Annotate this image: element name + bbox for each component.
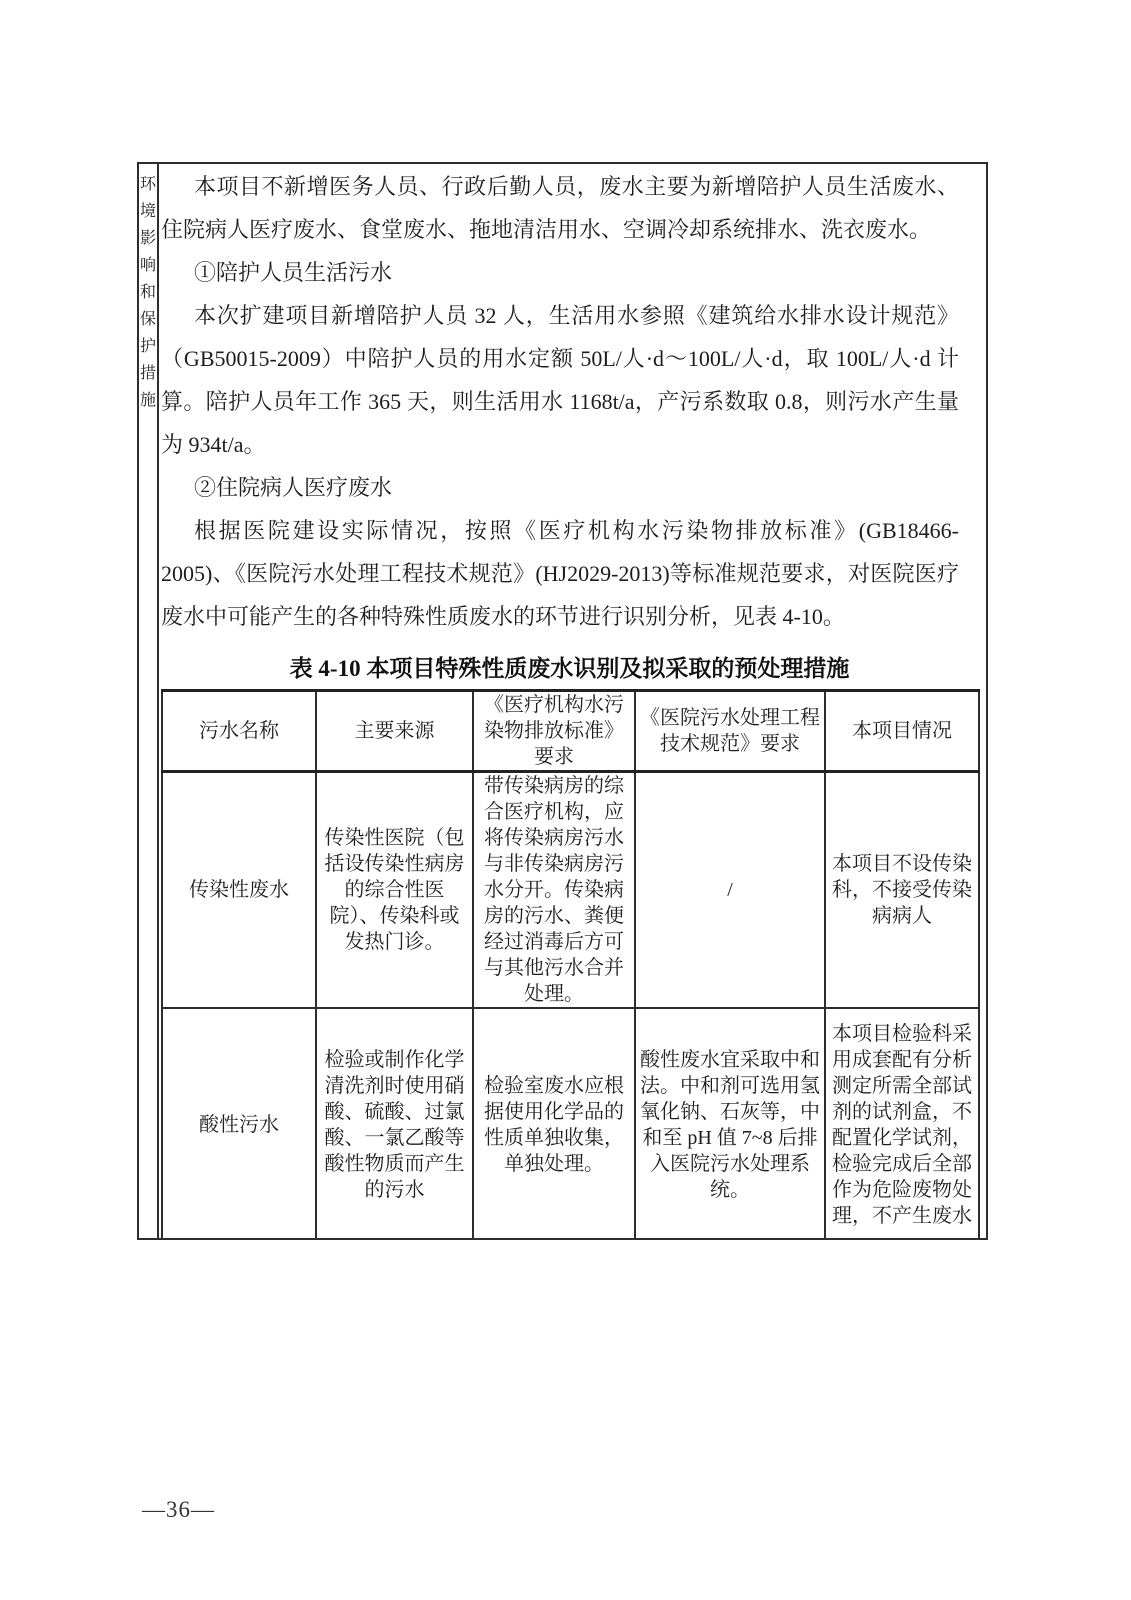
content-frame <box>137 162 988 1240</box>
header-main-source: 主要来源 <box>316 691 473 772</box>
cell-sewage-name: 传染性废水 <box>162 772 316 1009</box>
cell-project-situation: 本项目检验科采用成套配有分析测定所需全部试剂的试剂盒，不配置化学试剂，检验完成后全部作为危险废物处理，不产生废水 <box>825 1008 979 1240</box>
header-engineering-spec-req: 《医院污水处理工程技术规范》要求 <box>635 691 825 772</box>
section-label-vertical: 环境影响和保护措施 <box>139 176 156 409</box>
cell-project-situation: 本项目不设传染科，不接受传染病病人 <box>825 772 979 1009</box>
cell-engineering-spec-req: 酸性废水宜采取中和法。中和剂可选用氢氧化钠、石灰等，中和至 pH 值 7~8 后排入医院污水处理系统。 <box>635 1008 825 1240</box>
cell-sewage-name: 酸性污水 <box>162 1008 316 1240</box>
cell-main-source: 传染性医院（包括设传染性病房的综合性医院）、传染科或发热门诊。 <box>316 772 473 1009</box>
main-content <box>159 164 986 1238</box>
wastewater-identification-table <box>161 689 980 1240</box>
page-number: —36— <box>142 1497 215 1522</box>
header-discharge-standard-req: 《医疗机构水污染物排放标准》要求 <box>473 691 635 772</box>
header-sewage-name: 污水名称 <box>162 691 316 772</box>
subheading-caregiver-sewage: ①陪护人员生活污水 <box>194 260 393 285</box>
cell-engineering-spec-req: / <box>635 772 825 1009</box>
section-label-column <box>139 164 159 1238</box>
paragraph-caregiver-sewage-calc: 本次扩建项目新增陪护人员 32 人，生活用水参照《建筑给水排水设计规范》（GB50015-2009）中陪护人员的用水定额 50L/人·d～100L/人·d，取 100L/人·d 计算。陪护人员年工作 365 天，则生活用水 1168t/a，产污系数取 0.8，则污水产生量为 934t/a。 <box>161 303 959 457</box>
header-project-situation: 本项目情况 <box>825 691 979 772</box>
paragraph-standards-reference: 根据医院建设实际情况，按照《医疗机构水污染物排放标准》(GB18466-2005)、《医院污水处理工程技术规范》(HJ2029-2013)等标准规范要求，对医院医疗废水中可能产生的各种特殊性质废水的环节进行识别分析，见表 4-10。 <box>161 518 959 629</box>
table-caption: 表 4-10 本项目特殊性质废水识别及拟采取的预处理措施 <box>289 656 850 681</box>
paragraph-wastewater-overview: 本项目不新增医务人员、行政后勤人员，废水主要为新增陪护人员生活废水、住院病人医疗废水、食堂废水、拖地清洁用水、空调冷却系统排水、洗衣废水。 <box>161 174 959 242</box>
cell-discharge-standard-req: 带传染病房的综合医疗机构，应将传染病房污水与非传染病房污水分开。传染病房的污水、粪便经过消毒后方可与其他污水合并处理。 <box>473 772 635 1009</box>
subheading-inpatient-medical-wastewater: ②住院病人医疗废水 <box>194 475 393 500</box>
cell-main-source: 检验或制作化学清洗剂时使用硝酸、硫酸、过氯酸、一氯乙酸等酸性物质而产生的污水 <box>316 1008 473 1240</box>
table-header-row <box>162 691 979 772</box>
table-row <box>162 1008 979 1240</box>
cell-discharge-standard-req: 检验室废水应根据使用化学品的性质单独收集，单独处理。 <box>473 1008 635 1240</box>
table-row <box>162 772 979 1009</box>
